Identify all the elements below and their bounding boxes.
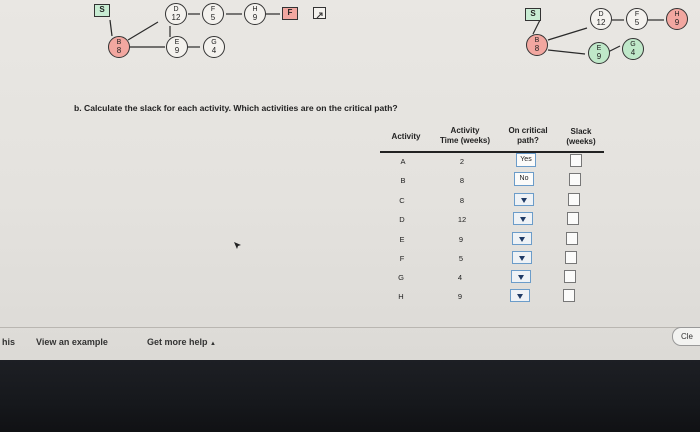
caret-up-icon: ▲ (210, 341, 216, 347)
node-label: B (116, 39, 122, 46)
chevron-down-icon (518, 275, 524, 280)
node-duration: 9 (596, 52, 602, 61)
slack-input-g[interactable] (564, 270, 576, 283)
activity-cell: B (400, 176, 406, 185)
node-label: G (630, 41, 636, 48)
header-slack: Slack (weeks) (566, 127, 596, 146)
open-new-window-icon[interactable] (313, 7, 326, 19)
node-label: D (173, 6, 179, 13)
header-activity: Activity (391, 132, 421, 141)
slack-input-a[interactable] (570, 154, 582, 167)
chevron-down-icon (519, 256, 525, 261)
node-b (108, 36, 130, 58)
node-d (165, 3, 187, 25)
arrow-out-icon (314, 11, 325, 21)
critical-dropdown-h[interactable] (510, 289, 530, 302)
node-duration: 5 (210, 13, 216, 22)
node-duration: 8 (534, 44, 540, 53)
monitor-bezel (0, 360, 700, 432)
time-cell: 12 (457, 215, 467, 224)
mouse-cursor-icon (233, 241, 243, 251)
node-h-right (666, 8, 688, 30)
node-d-right (590, 8, 612, 30)
activity-cell: D (399, 215, 405, 224)
slack-input-d[interactable] (567, 212, 579, 225)
critical-dropdown-g[interactable] (511, 270, 531, 283)
header-activity-time: Activity Time (weeks) (439, 126, 491, 145)
footer-divider (0, 327, 700, 328)
slack-input-b[interactable] (569, 173, 581, 186)
node-e-right (588, 42, 610, 64)
activity-cell: A (400, 157, 406, 166)
node-b-right (526, 34, 548, 56)
node-label: B (534, 37, 540, 44)
time-cell: 5 (458, 254, 464, 263)
node-label: H (674, 11, 680, 18)
start-node-label: S (530, 9, 536, 18)
view-example-link[interactable]: View an example (36, 337, 108, 347)
footer-cut-text: his (2, 337, 16, 347)
node-label: E (596, 45, 602, 52)
node-duration: 12 (171, 13, 181, 22)
time-cell: 8 (459, 176, 465, 185)
activity-cell: G (398, 273, 404, 282)
time-cell: 4 (457, 273, 463, 282)
table-header-rule (380, 151, 604, 153)
node-label: H (252, 6, 258, 13)
chevron-down-icon (521, 198, 527, 203)
node-duration: 12 (596, 18, 606, 27)
chevron-down-icon (520, 217, 526, 222)
end-node-f (282, 7, 298, 20)
node-duration: 5 (634, 18, 640, 27)
critical-answer-b[interactable]: No (514, 172, 534, 186)
node-duration: 8 (116, 46, 122, 55)
header-on-critical-path: On critical path? (508, 126, 548, 145)
node-h (244, 3, 266, 25)
node-g (203, 36, 225, 58)
critical-dropdown-f[interactable] (512, 251, 532, 264)
time-cell: 9 (458, 235, 464, 244)
slack-input-f[interactable] (565, 251, 577, 264)
activity-cell: F (399, 254, 405, 263)
node-duration: 4 (211, 46, 217, 55)
time-cell: 8 (459, 196, 465, 205)
get-more-help-link[interactable] (147, 337, 216, 347)
time-cell: 2 (459, 157, 465, 166)
activity-cell: H (398, 292, 404, 301)
node-label: G (211, 39, 217, 46)
node-label: F (634, 11, 640, 18)
critical-answer-a[interactable]: Yes (516, 153, 536, 167)
start-node-s (94, 4, 110, 17)
question-text: b. Calculate the slack for each activity. Which activities are on the critical path? (74, 103, 398, 113)
start-node-label: S (99, 5, 105, 14)
start-node-s-right (525, 8, 541, 21)
node-f (202, 3, 224, 25)
node-label: F (210, 6, 216, 13)
node-label: E (174, 39, 180, 46)
critical-dropdown-d[interactable] (513, 212, 533, 225)
activity-cell: E (399, 235, 405, 244)
critical-dropdown-e[interactable] (512, 232, 532, 245)
node-g-right (622, 38, 644, 60)
node-e (166, 36, 188, 58)
chevron-down-icon (519, 237, 525, 242)
clear-all-button[interactable]: Cle (672, 327, 700, 346)
activity-cell: C (399, 196, 405, 205)
node-duration: 9 (252, 13, 258, 22)
node-duration: 9 (674, 18, 680, 27)
get-more-help-label: Get more help (147, 337, 208, 347)
chevron-down-icon (517, 294, 523, 299)
node-f-right (626, 8, 648, 30)
slack-input-e[interactable] (566, 232, 578, 245)
end-node-label: F (287, 8, 293, 17)
node-duration: 9 (174, 46, 180, 55)
critical-dropdown-c[interactable] (514, 193, 534, 206)
node-label: D (598, 11, 604, 18)
time-cell: 9 (457, 292, 463, 301)
node-duration: 4 (630, 48, 636, 57)
slack-input-c[interactable] (568, 193, 580, 206)
slack-input-h[interactable] (563, 289, 575, 302)
